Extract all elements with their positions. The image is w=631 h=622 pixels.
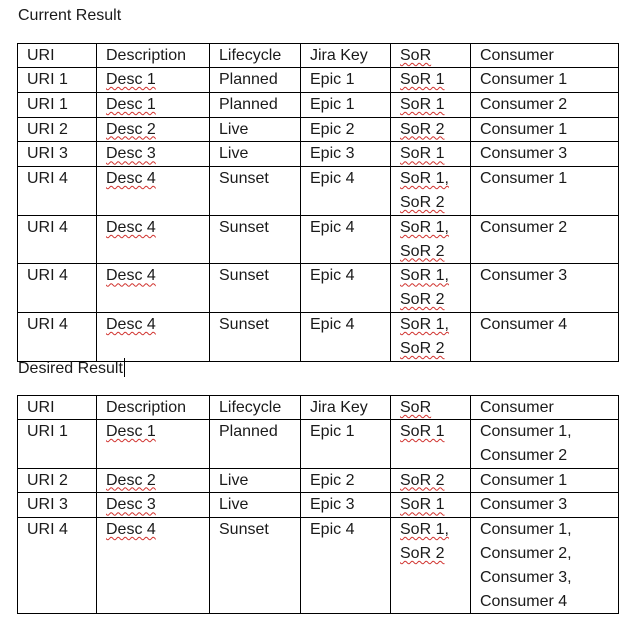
cell-uri-text: URI 4 — [27, 267, 68, 285]
column-header-description: Description — [97, 396, 210, 420]
cell-description — [97, 68, 210, 93]
column-header-jira-key: Jira Key — [301, 396, 391, 420]
cell-consumer-text: Consumer 1, Consumer 2, Consumer 3, Consumer 4 — [480, 521, 572, 610]
cell-description — [97, 264, 210, 313]
cell-consumer — [471, 312, 619, 361]
cell-sor — [391, 468, 471, 493]
column-header-uri: URI — [18, 44, 97, 68]
cell-jira-key-text: Epic 4 — [310, 315, 355, 333]
cell-consumer — [471, 167, 619, 216]
column-header-lifecycle: Lifecycle — [210, 396, 301, 420]
cell-description — [97, 92, 210, 117]
table-row — [18, 493, 619, 518]
cell-description — [97, 312, 210, 361]
cell-lifecycle — [210, 493, 301, 518]
cell-sor-text: SoR 2 — [400, 120, 445, 138]
cell-lifecycle — [210, 117, 301, 142]
cell-consumer-text: Consumer 3 — [480, 496, 568, 514]
table-row — [18, 68, 619, 93]
cell-description-text: Desc 3 — [106, 145, 156, 163]
cell-jira-key-text: Epic 4 — [310, 170, 355, 188]
cell-consumer — [471, 468, 619, 493]
cell-uri-text: URI 3 — [27, 145, 68, 163]
cell-uri-text: URI 1 — [27, 95, 68, 113]
cell-sor-text: SoR 1, SoR 2 — [400, 315, 449, 357]
cell-sor — [391, 312, 471, 361]
cell-sor-text: SoR 1 — [400, 145, 445, 163]
column-header-consumer: Consumer — [471, 44, 619, 68]
cell-uri — [18, 468, 97, 493]
cell-description-text: Desc 4 — [106, 170, 156, 188]
cell-jira-key — [301, 420, 391, 469]
cell-uri — [18, 264, 97, 313]
cell-lifecycle — [210, 142, 301, 167]
cell-uri — [18, 312, 97, 361]
cell-jira-key-text: Epic 4 — [310, 267, 355, 285]
cell-description-text: Desc 4 — [106, 267, 156, 285]
cell-jira-key-text: Epic 3 — [310, 145, 355, 163]
cell-lifecycle-text: Planned — [219, 423, 278, 440]
cell-consumer-text: Consumer 1 — [480, 71, 568, 88]
column-header-sor: SoR — [391, 396, 471, 420]
cell-lifecycle — [210, 518, 301, 614]
cell-uri — [18, 142, 97, 167]
cell-sor — [391, 518, 471, 614]
table-row — [18, 92, 619, 117]
cell-description-text: Desc 2 — [106, 120, 156, 138]
cell-jira-key — [301, 215, 391, 264]
cell-uri-text: URI 2 — [27, 120, 68, 138]
cell-jira-key — [301, 264, 391, 313]
cell-jira-key — [301, 493, 391, 518]
cell-lifecycle-text: Live — [219, 471, 249, 489]
cell-lifecycle — [210, 167, 301, 216]
cell-sor — [391, 420, 471, 469]
cell-description-text: Desc 1 — [106, 423, 156, 440]
table-row — [18, 117, 619, 142]
cell-description-text: Desc 4 — [106, 218, 156, 236]
cell-consumer — [471, 420, 619, 469]
cell-lifecycle — [210, 312, 301, 361]
cell-lifecycle-text: Live — [219, 120, 249, 138]
cell-jira-key-text: Epic 2 — [310, 120, 355, 138]
cell-consumer — [471, 68, 619, 93]
cell-jira-key-text: Epic 1 — [310, 423, 355, 440]
column-header-consumer: Consumer — [471, 396, 619, 420]
cell-uri-text: URI 1 — [27, 71, 68, 88]
current-result-heading-text: Current Result — [18, 7, 122, 24]
cell-consumer-text: Consumer 1 — [480, 120, 568, 138]
cell-description — [97, 518, 210, 614]
cell-description-text: Desc 2 — [106, 471, 156, 489]
cell-consumer — [471, 493, 619, 518]
cell-description-text: Desc 4 — [106, 315, 156, 333]
cell-jira-key — [301, 312, 391, 361]
cell-lifecycle-text: Live — [219, 496, 249, 514]
cell-sor-text: SoR 1, SoR 2 — [400, 170, 449, 211]
cell-sor-text: SoR 1 — [400, 496, 445, 514]
cell-sor — [391, 68, 471, 93]
cell-jira-key — [301, 518, 391, 614]
cell-sor — [391, 92, 471, 117]
table-row — [18, 518, 619, 614]
cell-description — [97, 493, 210, 518]
column-header-lifecycle: Lifecycle — [210, 44, 301, 68]
cell-description — [97, 215, 210, 264]
cell-lifecycle — [210, 68, 301, 93]
cell-consumer-text: Consumer 2 — [480, 95, 568, 113]
table-row — [18, 468, 619, 493]
cell-description — [97, 468, 210, 493]
cell-uri — [18, 167, 97, 216]
cell-consumer — [471, 215, 619, 264]
table-row — [18, 264, 619, 313]
cell-consumer — [471, 92, 619, 117]
text-cursor — [124, 358, 125, 377]
cell-sor — [391, 142, 471, 167]
cell-sor-text: SoR 2 — [400, 471, 445, 489]
cell-lifecycle-text: Sunset — [219, 267, 269, 285]
cell-sor-text: SoR 1, SoR 2 — [400, 218, 449, 260]
cell-lifecycle — [210, 264, 301, 313]
cell-sor-text: SoR 1, SoR 2 — [400, 267, 449, 309]
cell-consumer-text: Consumer 1 — [480, 170, 568, 188]
cell-lifecycle-text: Live — [219, 145, 249, 163]
cell-description — [97, 117, 210, 142]
cell-lifecycle — [210, 420, 301, 469]
cell-consumer-text: Consumer 3 — [480, 267, 568, 285]
table-header-row — [18, 44, 619, 68]
cell-jira-key — [301, 92, 391, 117]
cell-lifecycle-text: Planned — [219, 71, 278, 88]
cell-consumer — [471, 142, 619, 167]
cell-lifecycle — [210, 215, 301, 264]
column-header-sor: SoR — [391, 44, 471, 68]
cell-sor-text: SoR 1 — [400, 423, 445, 440]
cell-description-text: Desc 4 — [106, 521, 156, 539]
cell-consumer — [471, 117, 619, 142]
cell-sor — [391, 117, 471, 142]
cell-consumer — [471, 264, 619, 313]
cell-description — [97, 142, 210, 167]
cell-jira-key-text: Epic 4 — [310, 218, 355, 236]
table-row — [18, 312, 619, 361]
cell-lifecycle-text: Sunset — [219, 218, 269, 236]
cell-description — [97, 167, 210, 216]
cell-uri — [18, 68, 97, 93]
cell-lifecycle — [210, 468, 301, 493]
column-header-description: Description — [97, 44, 210, 68]
cell-uri-text: URI 4 — [27, 218, 68, 236]
cell-sor — [391, 264, 471, 313]
cell-uri — [18, 117, 97, 142]
column-header-jira-key: Jira Key — [301, 44, 391, 68]
cell-consumer-text: Consumer 2 — [480, 218, 568, 236]
cell-lifecycle-text: Sunset — [219, 170, 269, 188]
cell-jira-key-text: Epic 1 — [310, 95, 355, 113]
cell-jira-key — [301, 167, 391, 216]
cell-uri-text: URI 2 — [27, 471, 68, 489]
cell-consumer-text: Consumer 1, Consumer 2 — [480, 423, 572, 464]
cell-uri-text: URI 1 — [27, 423, 68, 440]
cell-lifecycle — [210, 92, 301, 117]
cell-lifecycle-text: Planned — [219, 95, 278, 113]
cell-uri — [18, 518, 97, 614]
cell-jira-key-text: Epic 4 — [310, 521, 355, 539]
cell-description-text: Desc 1 — [106, 95, 156, 113]
current-result-heading — [18, 6, 121, 26]
cell-uri — [18, 92, 97, 117]
cell-description-text: Desc 3 — [106, 496, 156, 514]
cell-sor — [391, 167, 471, 216]
cell-uri — [18, 420, 97, 469]
cell-uri — [18, 493, 97, 518]
cell-lifecycle-text: Sunset — [219, 315, 269, 333]
cell-sor-text: SoR 1 — [400, 95, 445, 113]
table-row — [18, 420, 619, 469]
cell-jira-key — [301, 68, 391, 93]
cell-lifecycle-text: Sunset — [219, 521, 269, 539]
cell-jira-key-text: Epic 2 — [310, 471, 355, 489]
cell-jira-key-text: Epic 3 — [310, 496, 355, 514]
cell-jira-key — [301, 468, 391, 493]
table-header-row — [18, 396, 619, 420]
table-row — [18, 142, 619, 167]
table-row — [18, 167, 619, 216]
cell-uri-text: URI 4 — [27, 170, 68, 188]
cell-sor — [391, 215, 471, 264]
cell-sor-text: SoR 1 — [400, 71, 445, 88]
desired-result-table — [17, 395, 619, 614]
cell-consumer — [471, 518, 619, 614]
desired-result-heading-text: Desired Result — [18, 360, 123, 377]
table-row — [18, 215, 619, 264]
desired-result-heading[interactable] — [18, 358, 125, 379]
cell-uri-text: URI 4 — [27, 315, 68, 333]
cell-jira-key-text: Epic 1 — [310, 71, 355, 88]
column-header-uri: URI — [18, 396, 97, 420]
cell-consumer-text: Consumer 3 — [480, 145, 568, 163]
cell-sor-text: SoR 1, SoR 2 — [400, 521, 449, 562]
cell-sor — [391, 493, 471, 518]
cell-consumer-text: Consumer 1 — [480, 471, 568, 489]
cell-jira-key — [301, 117, 391, 142]
cell-jira-key — [301, 142, 391, 167]
cell-consumer-text: Consumer 4 — [480, 315, 568, 333]
cell-description — [97, 420, 210, 469]
cell-uri-text: URI 4 — [27, 521, 68, 539]
cell-uri-text: URI 3 — [27, 496, 68, 514]
current-result-table — [17, 43, 619, 362]
cell-description-text: Desc 1 — [106, 71, 156, 88]
cell-uri — [18, 215, 97, 264]
